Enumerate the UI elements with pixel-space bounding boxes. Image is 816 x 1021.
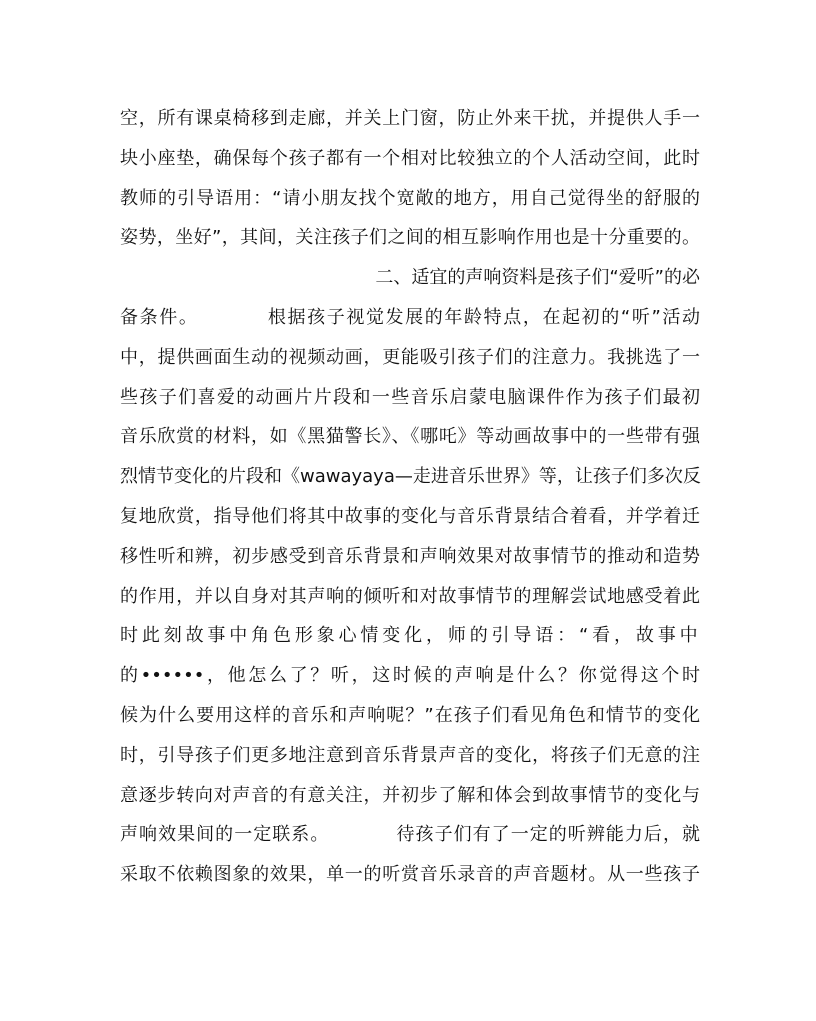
text-line: 空，所有课桌椅移到走廊，并关上门窗，防止外来干扰，并提供人手一 (120, 108, 700, 129)
text-line: 复地欣赏，指导他们将其中故事的变化与音乐背景结合着看，并学着迁 (120, 505, 700, 527)
text-line: 声响效果间的一定联系。 待孩子们有了一定的听辨能力后，就 (120, 824, 700, 846)
text-line: 块小座垫，确保每个孩子都有一个相对比较独立的个人活动空间，此时 (120, 147, 700, 169)
text-line: 些孩子们喜爱的动画片片段和一些音乐启蒙电脑课件作为孩子们最初 (120, 386, 700, 408)
text-line: 烈情节变化的片段和《wawayaya—走进音乐世界》等，让孩子们多次反 (120, 466, 701, 488)
text-line: 时，引导孩子们更多地注意到音乐背景声音的变化，将孩子们无意的注 (120, 744, 700, 766)
body-text (120, 99, 700, 895)
text-line: 教师的引导语用：“请小朋友找个宽敞的地方，用自己觉得坐的舒服的 (120, 187, 700, 209)
text-line: 的作用，并以自身对其声响的倾听和对故事情节的理解尝试地感受着此 (120, 585, 700, 607)
text-line: 意逐步转向对声音的有意关注，并初步了解和体会到故事情节的变化与 (120, 784, 700, 806)
text-line: 的••••••，他怎么了？听，这时候的声响是什么？你觉得这个时 (120, 665, 700, 687)
text-line: 音乐欣赏的材料，如《黑猫警长》、《哪吒》等动画故事中的一些带有强 (120, 426, 700, 448)
text-line: 中，提供画面生动的视频动画，更能吸引孩子们的注意力。我挑选了一 (120, 346, 700, 368)
text-line: 时此刻故事中角色形象心情变化，师的引导语：“看，故事中 (120, 625, 700, 647)
text-line: 备条件。 根据孩子视觉发展的年龄特点，在起初的“听”活动 (120, 306, 700, 328)
section-heading-line: 二、适宜的声响资料是孩子们“爱听”的必 (375, 267, 700, 289)
text-line: 移性听和辨，初步感受到音乐背景和声响效果对故事情节的推动和造势 (120, 545, 700, 567)
text-line: 姿势，坐好”，其间，关注孩子们之间的相互影响作用也是十分重要的。 (120, 227, 700, 249)
text-line: 采取不依赖图象的效果，单一的听赏音乐录音的声音题材。从一些孩子 (120, 864, 700, 886)
text-line: 候为什么要用这样的音乐和声响呢？”在孩子们看见角色和情节的变化 (120, 704, 700, 726)
